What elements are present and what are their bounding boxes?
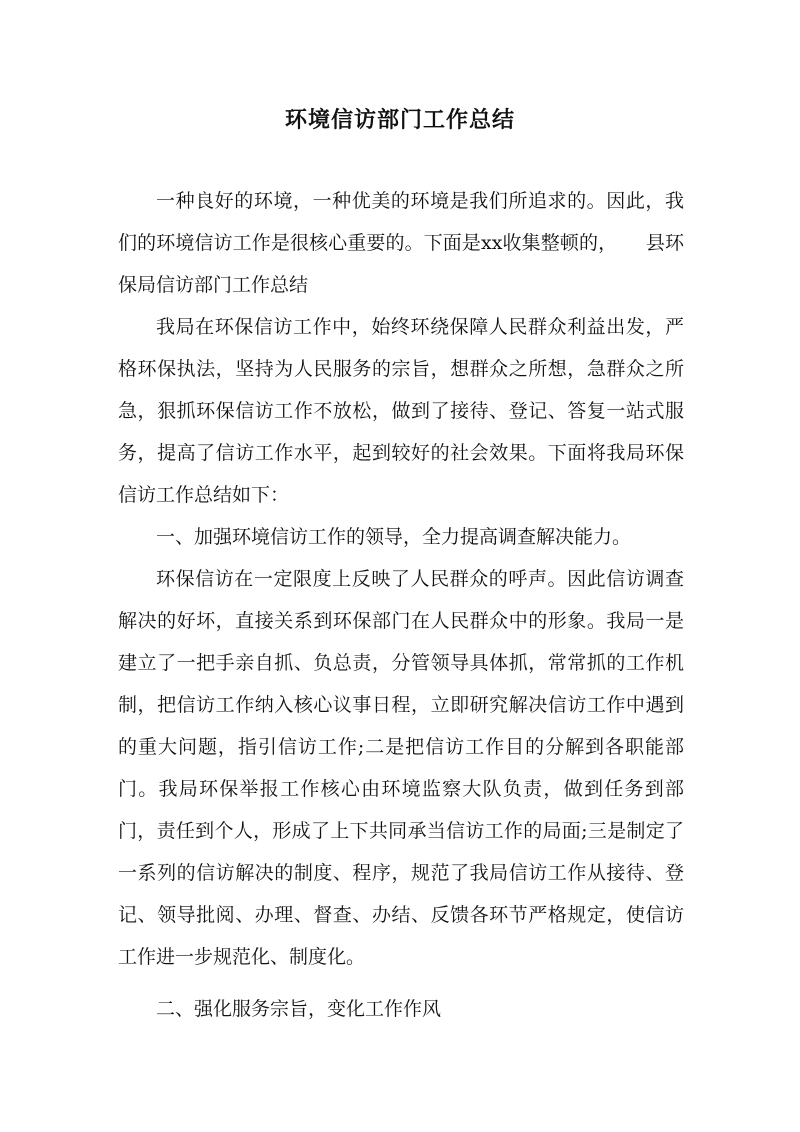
paragraph-intro: 一种良好的环境，一种优美的环境是我们所追求的。因此，我们的环境信访工作是很核心重要的。下面是xx收集整顿的， 县环保局信访部门工作总结 (118, 190, 684, 296)
section-heading-1: 一、加强环境信访工作的领导，全力提高调查解决能力。 (156, 526, 632, 548)
document-title: 环境信访部门工作总结 (284, 107, 515, 133)
document-body (118, 180, 684, 1030)
paragraph-section-1: 环保信访在一定限度上反映了人民群众的呼声。因此信访调查解决的好坏，直接关系到环保部门在人民群众中的形象。我局一是建立了一把手亲自抓、负总责，分管领导具体抓，常常抓的工作机制，把信访工作纳入核心议事日程，立即研究解决信访工作中遇到的重大问题，指引信访工作;二是把信访工作目的分解到各职能部门。我局环保举报工作核心由环境监察大队负责，做到任务到部门，责任到个人，形成了上下共同承当信访工作的局面;三是制定了一系列的信访解决的制度、程序，规范了我局信访工作从接待、登记、领导批阅、办理、督查、办结、反馈各环节严格规定，使信访工作进一步规范化、制度化。 (118, 568, 684, 968)
paragraph-overview: 我局在环保信访工作中，始终环绕保障人民群众利益出发，严格环保执法，坚持为人民服务的宗旨，想群众之所想，急群众之所急，狠抓环保信访工作不放松，做到了接待、登记、答复一站式服务，提高了信访工作水平，起到较好的社会效果。下面将我局环保信访工作总结如下： (118, 316, 684, 506)
section-heading-2: 二、强化服务宗旨，变化工作作风 (156, 998, 442, 1020)
